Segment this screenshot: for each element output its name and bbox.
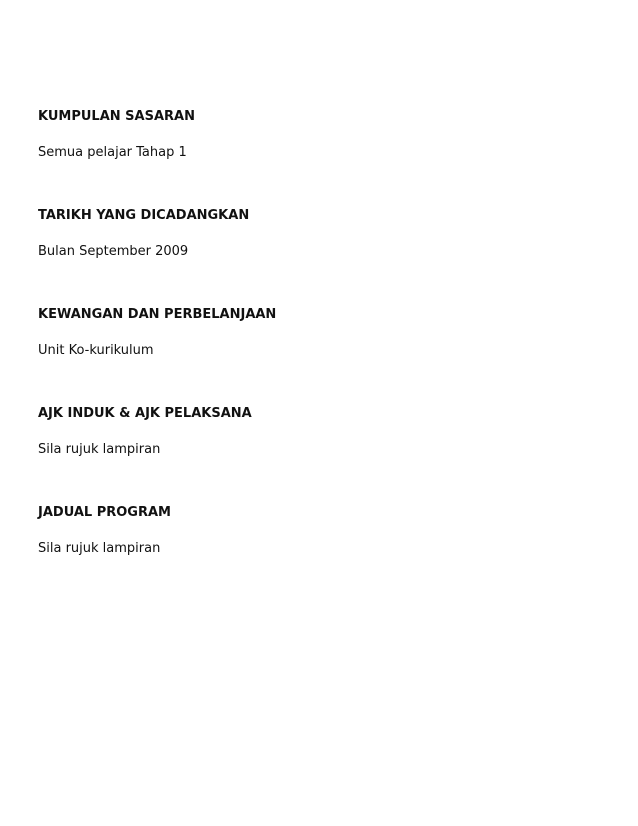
- section-jadual-program: [38, 505, 598, 604]
- section-ajk-induk-ajk-pelaksana: [38, 406, 598, 505]
- section-text: Sila rujuk lampiran: [38, 442, 161, 457]
- section-kewangan-dan-perbelanjaan: [38, 307, 598, 406]
- section-text: Bulan September 2009: [38, 244, 189, 259]
- document-sections: [38, 109, 598, 604]
- section-heading: AJK INDUK & AJK PELAKSANA: [38, 406, 252, 421]
- section-tarikh-yang-dicadangkan: [38, 208, 598, 307]
- section-heading: JADUAL PROGRAM: [38, 505, 171, 520]
- section-text: Semua pelajar Tahap 1: [38, 145, 187, 160]
- section-text: Unit Ko-kurikulum: [38, 343, 154, 358]
- section-kumpulan-sasaran: [38, 109, 598, 208]
- section-text: Sila rujuk lampiran: [38, 541, 161, 556]
- section-heading: TARIKH YANG DICADANGKAN: [38, 208, 250, 223]
- section-heading: KUMPULAN SASARAN: [38, 109, 195, 124]
- section-heading: KEWANGAN DAN PERBELANJAAN: [38, 307, 277, 322]
